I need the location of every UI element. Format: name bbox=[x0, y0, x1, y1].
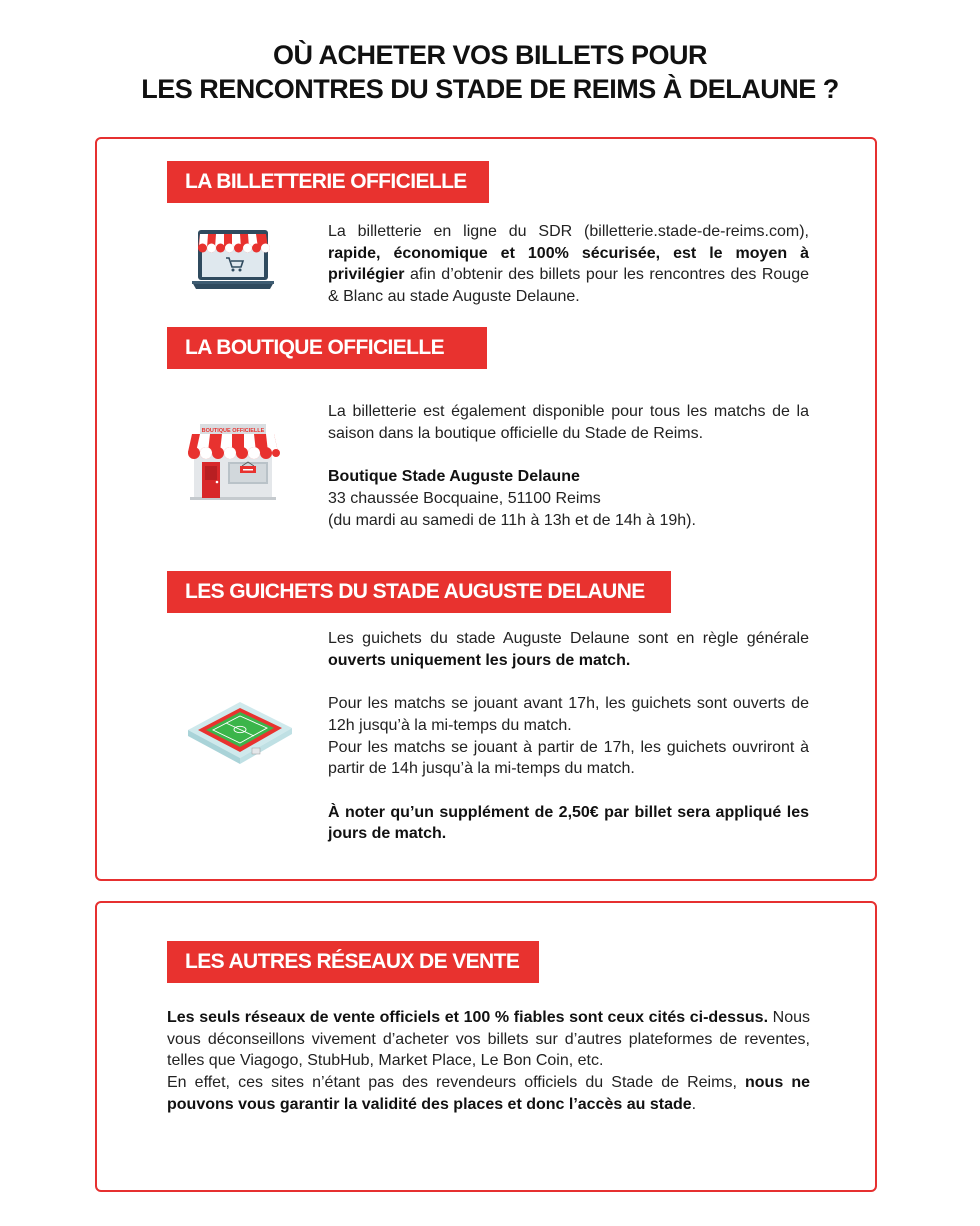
billetterie-text-bold: rapide, économique et 100% sécurisée, est le moyen à privilégier bbox=[328, 244, 809, 284]
boutique-heading: LA BOUTIQUE OFFICIELLE bbox=[167, 327, 487, 369]
boutique-text bbox=[328, 401, 809, 531]
autres-p2-text: En effet, ces sites n’étant pas des revendeurs officiels du Stade de Reims, bbox=[167, 1074, 745, 1092]
guichets-p2-line2: Pour les matchs se jouant à partir de 17h, les guichets ouvriront à partir de 14h jusqu’à la mi-temps du match. bbox=[328, 738, 809, 778]
boutique-hours: (du mardi au samedi de 11h à 13h et de 14h à 19h). bbox=[328, 511, 696, 529]
stadium-icon bbox=[182, 696, 296, 766]
guichets-heading: LES GUICHETS DU STADE AUGUSTE DELAUNE bbox=[167, 571, 671, 613]
billetterie-text bbox=[328, 221, 809, 308]
autres-p-text: Nous vous déconseillons vivement d’acheter vos billets sur d’autres plateformes de reventes, telles que Viagogo, StubHub, Market Place, Le Bon Coin, etc. bbox=[167, 1009, 811, 1070]
page-title-line1: OÙ ACHETER VOS BILLETS POUR bbox=[272, 40, 708, 70]
guichets-p1-text: Les guichets du stade Auguste Delaune sont en règle générale bbox=[328, 630, 809, 647]
billetterie-text-intro: La billetterie en ligne du SDR (billetterie.stade-de-reims.com), bbox=[328, 223, 809, 240]
page-title bbox=[0, 38, 980, 106]
storefront-icon bbox=[186, 420, 280, 502]
guichets-text bbox=[328, 628, 809, 845]
autres-p-bold: Les seuls réseaux de vente officiels et 100 % fiables sont ceux cités ci-dessus. bbox=[167, 1009, 769, 1026]
storefront-sign: BOUTIQUE OFFICIELLE bbox=[201, 428, 265, 434]
laptop-shop-icon bbox=[190, 226, 276, 292]
autres-text bbox=[167, 1007, 810, 1116]
boutique-address: 33 chaussée Bocquaine, 51100 Reims bbox=[328, 489, 601, 507]
guichets-p1-bold: ouverts uniquement les jours de match. bbox=[328, 651, 631, 669]
autres-p2-end: . bbox=[691, 1095, 697, 1113]
autres-p2-bold: nous ne pouvons vous garantir la validité des places et donc l’accès au stade bbox=[167, 1074, 810, 1113]
billetterie-text-end: afin d’obtenir des billets pour les rencontres des Rouge & Blanc au stade Auguste Delaune. bbox=[328, 266, 809, 306]
autres-heading: LES AUTRES RÉSEAUX DE VENTE bbox=[167, 941, 539, 983]
page-title-line2: LES RENCONTRES DU STADE DE REIMS À DELAUNE ? bbox=[141, 74, 839, 104]
billetterie-heading: LA BILLETTERIE OFFICIELLE bbox=[167, 161, 489, 203]
boutique-shop-name: Boutique Stade Auguste Delaune bbox=[328, 468, 580, 486]
guichets-p2-line1: Pour les matchs se jouant avant 17h, les guichets sont ouverts de 12h jusqu’à la mi-temps du match. bbox=[328, 695, 809, 734]
boutique-text-intro: La billetterie est également disponible pour tous les matchs de la saison dans la boutique officielle du Stade de Reims. bbox=[328, 403, 809, 442]
guichets-note: À noter qu’un supplément de 2,50€ par billet sera appliqué les jours de match. bbox=[328, 803, 809, 843]
